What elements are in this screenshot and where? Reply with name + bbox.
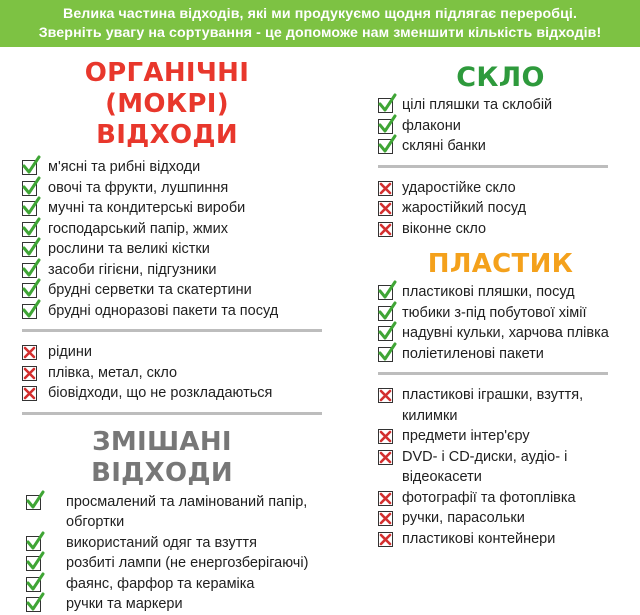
list-item-label: ручки та маркери [66, 596, 183, 612]
check-icon [22, 222, 37, 237]
check-icon [26, 536, 41, 551]
list-item [22, 198, 352, 219]
organic-forbidden-list [22, 342, 352, 404]
plastic-allowed-list [378, 282, 623, 364]
plastic-title: ПЛАСТИК [427, 249, 574, 279]
list-item-label: поліетиленові пакети [402, 345, 544, 362]
list-item-label: просмалений та ламінований папір, обгортки [66, 493, 308, 530]
mixed-allowed-list [22, 492, 352, 615]
check-icon [378, 326, 393, 341]
list-item-label: розбиті лампи (не енергозберігаючі) [66, 555, 309, 571]
cross-icon [378, 429, 393, 444]
list-item [22, 342, 352, 363]
list-item-label: цілі пляшки та склобій [402, 97, 553, 113]
plastic-forbidden-list [378, 385, 623, 549]
list-item-label: використаний одяг та взуття [66, 534, 257, 551]
list-item-label: м'ясні та рибні відходи [48, 159, 201, 175]
check-icon [26, 495, 41, 510]
list-item-label: брудні одноразові пакети та посуд [48, 302, 279, 319]
cross-icon [22, 366, 37, 381]
list-item-label: овочі та фрукти, лушпиння [48, 179, 229, 196]
glass-title: СКЛО [456, 62, 545, 93]
cross-icon [22, 345, 37, 360]
list-item [378, 426, 623, 447]
check-icon [26, 556, 41, 571]
organic-title-line-1: ОРГАНІЧНІ (МОКРІ) [84, 58, 250, 119]
list-item-label: скляні банки [402, 138, 486, 154]
list-item [22, 280, 352, 301]
list-item [22, 594, 352, 615]
list-item-label: флакони [402, 117, 461, 134]
list-item [22, 363, 352, 384]
list-item [378, 178, 623, 199]
list-item-label: предмети інтер'єру [402, 428, 530, 444]
list-item-label: мучні та кондитерські вироби [48, 200, 246, 216]
cross-icon [378, 511, 393, 526]
glass-allowed-list [378, 95, 623, 157]
list-item-label: рослини та великі кістки [48, 241, 210, 257]
glass-forbidden-list [378, 178, 623, 240]
list-item [378, 116, 623, 137]
list-item [22, 219, 352, 240]
mixed-divider [22, 412, 322, 415]
list-item-label: тюбики з-під побутової хімії [402, 304, 587, 321]
check-icon [22, 181, 37, 196]
check-icon [22, 304, 37, 319]
list-item-label: пластикові контейнери [402, 530, 556, 547]
right-column [378, 58, 623, 549]
cross-icon [378, 222, 393, 237]
check-icon [22, 201, 37, 216]
check-icon [26, 597, 41, 612]
list-item-label: ударостійке скло [402, 179, 516, 196]
organic-divider [22, 329, 322, 332]
list-item-label: надувні кульки, харчова плівка [402, 325, 609, 341]
list-item-label: плівка, метал, скло [48, 364, 178, 381]
list-item-label: пластикові іграшки, взуття, килимки [402, 387, 584, 424]
plastic-divider [378, 372, 608, 375]
list-item [378, 303, 623, 324]
list-item [378, 508, 623, 529]
list-item [378, 95, 623, 116]
list-item [22, 178, 352, 199]
list-item-label: фотографії та фотоплівка [402, 489, 576, 506]
list-item [22, 553, 352, 574]
check-icon [22, 160, 37, 175]
info-banner [0, 0, 640, 47]
glass-divider [378, 165, 608, 168]
list-item-label: жаростійкий посуд [402, 200, 527, 216]
list-item [378, 488, 623, 509]
check-icon [378, 119, 393, 134]
list-item-label: засоби гігієни, підгузники [48, 261, 217, 278]
list-item [378, 344, 623, 365]
list-item-label: брудні серветки та скатертини [48, 282, 252, 298]
check-icon [22, 242, 37, 257]
check-icon [378, 306, 393, 321]
cross-icon [378, 181, 393, 196]
cross-icon [378, 532, 393, 547]
check-icon [22, 263, 37, 278]
list-item [378, 447, 623, 488]
list-item [378, 323, 623, 344]
organic-title [22, 58, 312, 151]
check-icon [378, 98, 393, 113]
cross-icon [22, 386, 37, 401]
list-item-label: пластикові пляшки, посуд [402, 284, 575, 300]
list-item [22, 301, 352, 322]
check-icon [378, 285, 393, 300]
list-item-label: господарський папір, жмих [48, 220, 228, 237]
banner-line-1: Велика частина відходів, які ми продукуємо щодня підлягає переробці. [62, 6, 578, 22]
list-item [378, 529, 623, 550]
list-item [22, 157, 352, 178]
list-item [22, 574, 352, 595]
cross-icon [378, 201, 393, 216]
list-item [378, 219, 623, 240]
check-icon [26, 577, 41, 592]
list-item-label: біовідходи, що не розкладаються [48, 385, 273, 401]
left-column [22, 58, 352, 615]
banner-line-2: Зверніть увагу на сортування - це допоможе нам зменшити кількість відходів! [38, 25, 602, 41]
check-icon [378, 139, 393, 154]
cross-icon [378, 450, 393, 465]
list-item [378, 198, 623, 219]
list-item [22, 533, 352, 554]
organic-allowed-list [22, 157, 352, 321]
list-item [22, 492, 352, 533]
list-item-label: ручки, парасольки [402, 510, 525, 526]
list-item [378, 136, 623, 157]
list-item-label: DVD- і CD-диски, аудіо- і відеокасети [402, 448, 568, 485]
list-item-label: фаянс, фарфор та кераміка [66, 575, 255, 592]
list-item [22, 383, 352, 404]
cross-icon [378, 491, 393, 506]
check-icon [22, 283, 37, 298]
list-item [378, 282, 623, 303]
check-icon [378, 347, 393, 362]
organic-title-line-2: ВІДХОДИ [96, 120, 238, 150]
list-item [22, 239, 352, 260]
mixed-title: ЗМІШАНІ ВІДХОДИ [91, 426, 233, 488]
list-item-label: рідини [48, 344, 92, 360]
list-item [378, 385, 623, 426]
cross-icon [378, 388, 393, 403]
list-item-label: віконне скло [402, 220, 487, 237]
list-item [22, 260, 352, 281]
